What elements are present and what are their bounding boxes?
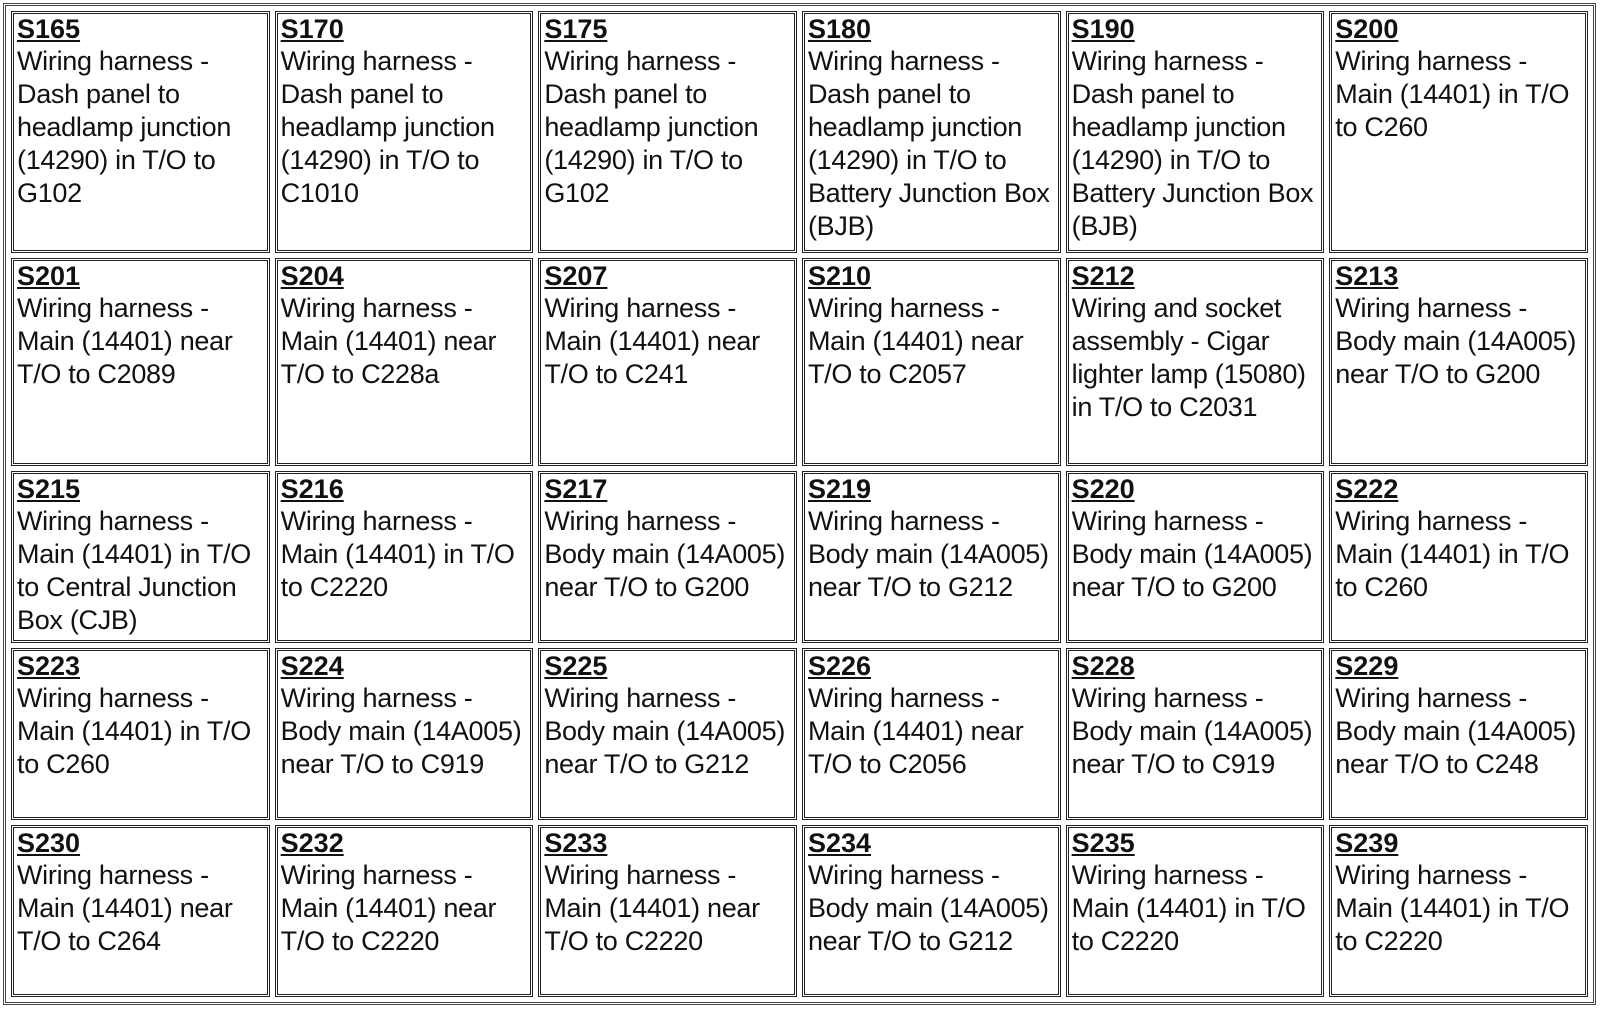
splice-cell <box>11 825 270 997</box>
splice-cell <box>538 471 797 643</box>
splice-cell <box>275 648 534 820</box>
splice-description: Wiring harness - Main (14401) near T/O to C264 <box>17 860 233 956</box>
splice-cell <box>538 258 797 466</box>
splice-cell <box>538 648 797 820</box>
splice-id: S230 <box>17 828 81 858</box>
splice-cell <box>275 825 534 997</box>
table-row <box>11 825 1588 997</box>
splice-cell <box>802 825 1061 997</box>
splice-description: Wiring harness - Dash panel to headlamp junction (14290) in T/O to G102 <box>17 46 232 208</box>
splice-description: Wiring harness - Body main (14A005) near T/O to G212 <box>807 506 1049 602</box>
splice-id: S170 <box>280 14 344 44</box>
splice-cell <box>1329 825 1588 997</box>
splice-cell <box>11 11 270 253</box>
splice-description: Wiring harness - Dash panel to headlamp junction (14290) in T/O to Battery Junction Box (BJB) <box>1071 46 1314 241</box>
splice-description: Wiring harness - Main (14401) in T/O to Central Junction Box (CJB) <box>17 506 251 635</box>
splice-id: S223 <box>17 651 81 681</box>
splice-description: Wiring harness - Body main (14A005) near T/O to G200 <box>544 506 786 602</box>
splice-cell <box>1329 648 1588 820</box>
splice-cell <box>11 648 270 820</box>
splice-id: S228 <box>1071 651 1135 681</box>
splice-description: Wiring harness - Body main (14A005) near T/O to G200 <box>1335 293 1577 389</box>
splice-id: S233 <box>544 828 608 858</box>
splice-cell <box>11 258 270 466</box>
splice-description: Wiring and socket assembly - Cigar lighter lamp (15080) in T/O to C2031 <box>1071 293 1306 422</box>
splice-cell <box>1329 258 1588 466</box>
splice-cell <box>11 471 270 643</box>
splice-cell <box>1066 648 1325 820</box>
splice-description: Wiring harness - Main (14401) in T/O to C260 <box>1335 506 1570 602</box>
splice-cell <box>1329 11 1588 253</box>
splice-id: S215 <box>17 474 81 504</box>
splice-cell <box>275 258 534 466</box>
splice-id: S226 <box>807 651 872 681</box>
splice-id: S234 <box>807 828 872 858</box>
splice-cell <box>275 11 534 253</box>
splice-id: S224 <box>280 651 344 681</box>
splice-id: S207 <box>544 261 608 291</box>
splice-description: Wiring harness - Main (14401) near T/O to C2220 <box>280 860 497 956</box>
splice-description: Wiring harness - Main (14401) near T/O to C2057 <box>807 293 1024 389</box>
splice-id: S212 <box>1071 261 1135 291</box>
splice-id: S217 <box>544 474 608 504</box>
splice-id: S216 <box>280 474 344 504</box>
splice-description: Wiring harness - Body main (14A005) near T/O to C919 <box>280 683 522 779</box>
splice-id: S180 <box>807 14 872 44</box>
splice-id: S201 <box>17 261 81 291</box>
splice-description: Wiring harness - Main (14401) near T/O to C228a <box>280 293 497 389</box>
splice-location-table <box>3 3 1596 1005</box>
splice-table-body <box>11 11 1588 997</box>
splice-description: Wiring harness - Body main (14A005) near T/O to G200 <box>1071 506 1313 602</box>
splice-id: S222 <box>1335 474 1399 504</box>
table-row <box>11 258 1588 466</box>
splice-id: S229 <box>1335 651 1399 681</box>
splice-cell <box>1066 471 1325 643</box>
splice-description: Wiring harness - Body main (14A005) near T/O to C919 <box>1071 683 1313 779</box>
splice-id: S175 <box>544 14 608 44</box>
splice-description: Wiring harness - Main (14401) near T/O to C2056 <box>807 683 1024 779</box>
splice-cell <box>802 648 1061 820</box>
splice-id: S219 <box>807 474 872 504</box>
splice-cell <box>275 471 534 643</box>
splice-id: S213 <box>1335 261 1399 291</box>
table-row <box>11 471 1588 643</box>
splice-cell <box>802 11 1061 253</box>
splice-id: S235 <box>1071 828 1135 858</box>
splice-cell <box>802 258 1061 466</box>
splice-id: S210 <box>807 261 872 291</box>
table-row <box>11 11 1588 253</box>
splice-cell <box>1329 471 1588 643</box>
splice-description: Wiring harness - Main (14401) in T/O to C260 <box>1335 46 1570 142</box>
splice-id: S239 <box>1335 828 1399 858</box>
splice-id: S204 <box>280 261 344 291</box>
splice-cell <box>1066 11 1325 253</box>
splice-description: Wiring harness - Main (14401) near T/O to C241 <box>544 293 760 389</box>
splice-cell <box>538 825 797 997</box>
table-row <box>11 648 1588 820</box>
splice-description: Wiring harness - Body main (14A005) near T/O to G212 <box>807 860 1049 956</box>
splice-id: S220 <box>1071 474 1135 504</box>
splice-description: Wiring harness - Main (14401) in T/O to C2220 <box>280 506 515 602</box>
splice-description: Wiring harness - Dash panel to headlamp junction (14290) in T/O to Battery Junction Box (BJB) <box>807 46 1050 241</box>
splice-id: S200 <box>1335 14 1399 44</box>
splice-id: S232 <box>280 828 344 858</box>
splice-id: S225 <box>544 651 608 681</box>
splice-cell <box>802 471 1061 643</box>
splice-description: Wiring harness - Body main (14A005) near T/O to C248 <box>1335 683 1577 779</box>
splice-cell <box>538 11 797 253</box>
splice-description: Wiring harness - Dash panel to headlamp junction (14290) in T/O to G102 <box>544 46 759 208</box>
splice-cell <box>1066 825 1325 997</box>
splice-id: S190 <box>1071 14 1135 44</box>
splice-description: Wiring harness - Main (14401) in T/O to C2220 <box>1071 860 1306 956</box>
splice-description: Wiring harness - Dash panel to headlamp junction (14290) in T/O to C1010 <box>280 46 495 208</box>
splice-description: Wiring harness - Body main (14A005) near T/O to G212 <box>544 683 786 779</box>
splice-cell <box>1066 258 1325 466</box>
splice-description: Wiring harness - Main (14401) in T/O to C2220 <box>1335 860 1570 956</box>
splice-id: S165 <box>17 14 81 44</box>
splice-description: Wiring harness - Main (14401) near T/O to C2220 <box>544 860 760 956</box>
splice-description: Wiring harness - Main (14401) near T/O to C2089 <box>17 293 233 389</box>
splice-description: Wiring harness - Main (14401) in T/O to C260 <box>17 683 251 779</box>
